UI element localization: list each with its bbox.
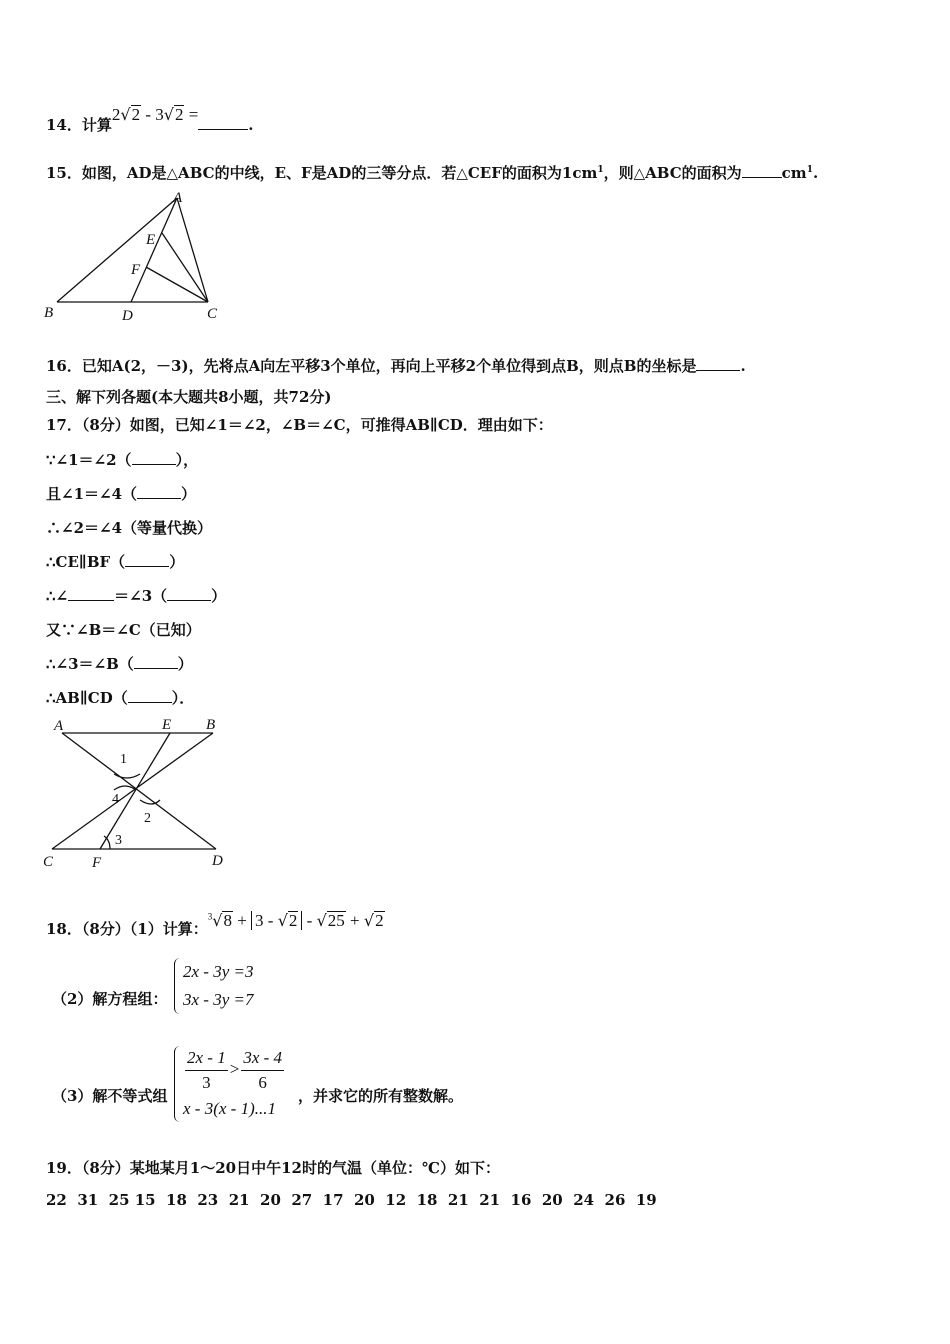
- q17-blank-1[interactable]: [132, 449, 176, 465]
- q17-line-1: ∵∠1＝∠2（ ），: [46, 451, 199, 469]
- label-c: C: [43, 854, 54, 870]
- q15-triangle-figure: [40, 190, 230, 325]
- line-ef: [100, 733, 170, 849]
- q18-eq2: 3x - 3y =7: [183, 990, 254, 1009]
- label-e: E: [146, 232, 156, 248]
- q18-ineq1: $\frac{2x - 1}{3}$ > $\frac{3x - 4}{6}$: [187, 1048, 283, 1092]
- q14-expression: 2√2 - 3√2 =: [111, 105, 199, 124]
- q18-part3-label: （3）解不等式组: [52, 1087, 168, 1105]
- q18-part3-suffix: ，并求它的所有整数解。: [298, 1087, 464, 1105]
- q18-equation-system: [174, 958, 253, 1014]
- label-e: E: [162, 717, 172, 733]
- q17-blank-2[interactable]: [137, 483, 181, 499]
- question-14: 14．计算2√2 - 3√2 =.: [46, 105, 254, 134]
- q16-answer-blank[interactable]: [696, 355, 740, 371]
- q17-line-4: ∴CE∥BF（ ）: [46, 553, 185, 571]
- label-f: F: [92, 855, 102, 871]
- q19-temperature-data: 22 31 25 15 18 23 21 20 27 17 20 12 18 21 21 16 20 24 26 19: [46, 1191, 657, 1209]
- section-3-title: 三、解下列各题(本大题共8小题，共72分): [46, 388, 332, 406]
- q18-part2-label: （2）解方程组：: [52, 990, 168, 1008]
- q18-ineq2: x - 3(x - 1)...1: [183, 1099, 276, 1118]
- label-d: D: [212, 853, 223, 869]
- q15-answer-blank[interactable]: [742, 162, 782, 178]
- label-angle-1: 1: [120, 752, 127, 767]
- q14-answer-blank[interactable]: [198, 114, 248, 130]
- q17-line-7: ∴∠3＝∠B（ ）: [46, 655, 193, 673]
- label-b: B: [44, 305, 54, 321]
- question-15: 15．如图，AD是△ABC的中线，E、F是AD的三等分点．若△CEF的面积为$1cm^1$，则△ABC的面积为 $cm^1$.: [46, 164, 819, 182]
- label-angle-2: 2: [144, 811, 151, 826]
- angle-arc-2: [140, 800, 160, 804]
- q17-blank-3[interactable]: [125, 551, 169, 567]
- q17-line-6: 又∵∠B＝∠C（已知）: [46, 621, 201, 639]
- q17-blank-5[interactable]: [167, 585, 211, 601]
- q18-eq1: 2x - 3y =3: [183, 962, 254, 981]
- label-angle-4: 4: [112, 792, 119, 807]
- q14-label: 14．计算: [46, 116, 112, 134]
- q17-blank-6[interactable]: [134, 653, 178, 669]
- q17-line-3: ∴∠2＝∠4（等量代换）: [46, 519, 213, 537]
- label-f: F: [131, 262, 141, 278]
- question-17-intro: 17．（8分）如图，已知∠1＝∠2，∠B＝∠C，可推得AB∥CD．理由如下：: [46, 416, 553, 434]
- label-a: A: [54, 718, 64, 734]
- line-ad: [131, 198, 177, 302]
- q17-line-8: ∴AB∥CD（ ）．: [46, 689, 195, 707]
- label-c: C: [207, 306, 218, 322]
- line-bc: [52, 733, 213, 849]
- label-b: B: [206, 717, 216, 733]
- label-angle-3: 3: [115, 833, 122, 848]
- question-19: 19．（8分）某地某月1～20日中午12时的气温（单位：℃）如下：: [46, 1159, 500, 1177]
- q17-line-2: 且∠1＝∠4（ ）: [46, 485, 197, 503]
- question-16: 16．已知A(2，－3)，先将点A向左平移3个单位，再向上平移2个单位得到点B，则点B的坐标是 .: [46, 357, 746, 375]
- line-ad: [62, 733, 216, 849]
- q17-parallel-figure: [40, 712, 240, 872]
- line-ec: [162, 233, 208, 302]
- line-ab: [57, 198, 177, 302]
- angle-arc-3: [104, 836, 110, 849]
- q17-blank-4[interactable]: [68, 585, 114, 601]
- label-d: D: [122, 308, 133, 324]
- q17-blank-7[interactable]: [128, 687, 172, 703]
- label-a: A: [173, 190, 183, 206]
- q17-line-5: ∴∠ ＝∠3（ ）: [46, 587, 227, 605]
- q18-p1-expression: $^3$√8 + 3 - √2 - √25 + √2: [207, 911, 384, 930]
- q18-inequality-system: [174, 1046, 286, 1122]
- q18-part1: 18．（8分）（1）计算：$^3$√8 + 3 - √2 - √25 + √2: [46, 911, 384, 938]
